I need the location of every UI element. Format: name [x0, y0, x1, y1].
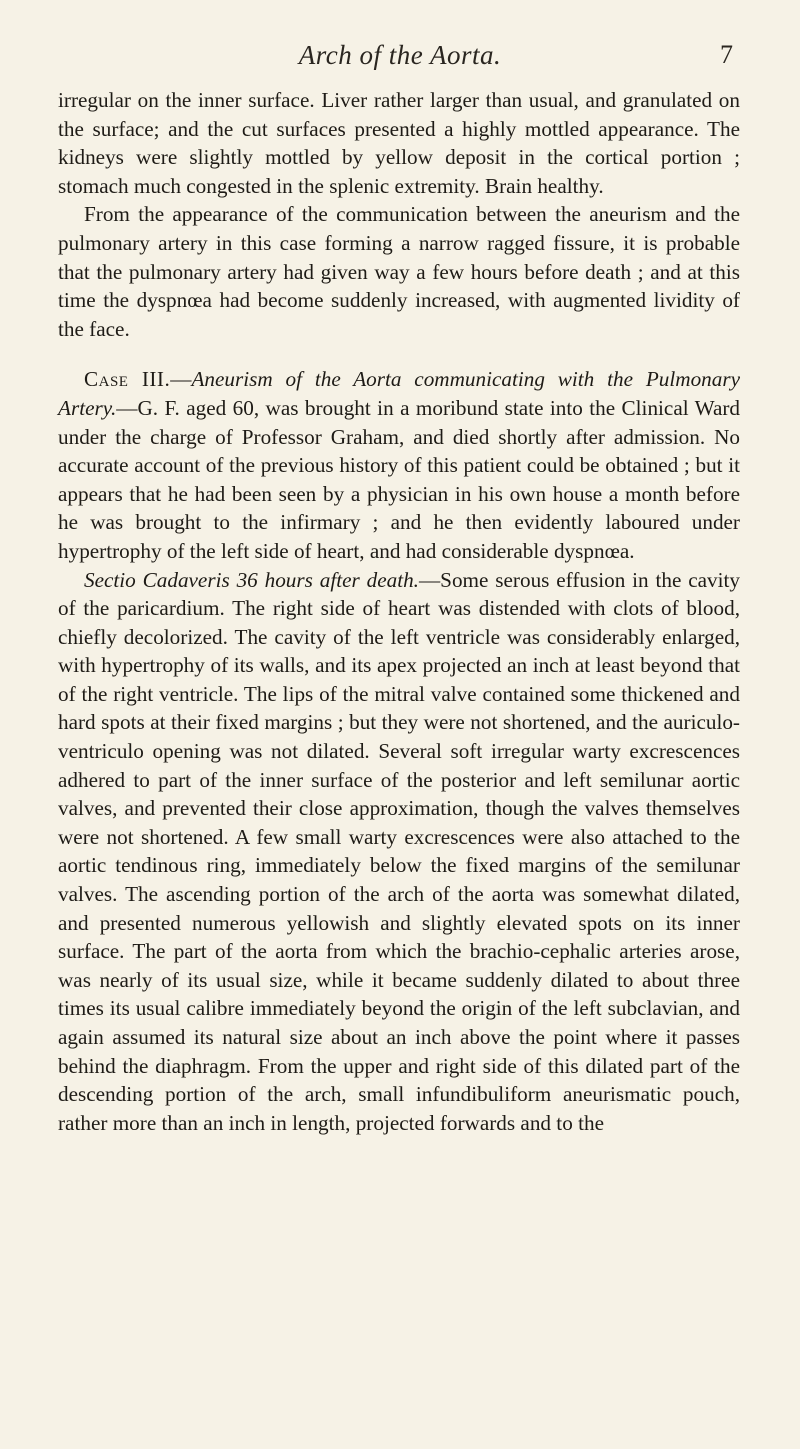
sectio-text: —Some serous effusion in the cavity of the paricardium. The right side of heart was distended with clots of blood, chiefly decolorized. The cavity of the left ventricle was considerably enlarged, with hypertrophy of its walls, and its apex projected an inch at least beyond that of the right ventricle. The lips of the mitral valve contained some thickened and hard spots at their fixed margins ; but they were not shortened, and the auriculo-ventriculo opening was not dilated. Several soft irregular warty excrescences adhered to part of the inner surface of the posterior and left semilunar aortic valves, and prevented their close approximation, though the valves themselves were not shortened. A few small warty excrescences were also attached to the aortic tendinous ring, immediately below the fixed margins of the semilunar valves. The ascending portion of the arch of the aorta was somewhat dilated, and presented numerous yellowish and slightly elevated spots on its inner surface. The part of the aorta from which the brachio-cephalic arteries arose, was nearly of its usual size, while it became suddenly dilated to about three times its usual calibre immediately beyond the origin of the left subclavian, and again assumed its natural size about an inch above the point where it passes behind the diaphragm. From the upper and right side of this dilated part of the descending portion of the arch, small infundibuliform aneurismatic pouch, rather more than an inch in length, projected forwards and to the	[58, 567, 741, 1135]
case-text: —G. F. aged 60, was brought in a moribund state into the Clinical Ward under the charge of Professor Graham, and died shortly after admission. No accurate account of the previous history of this patient could be obtained ; but it appears that he had been seen by a physician in his own house a month before he was brought to the infirmary ; and he then evidently laboured under hypertrophy of the left side of heart, and had considerable dyspnœa.	[58, 395, 740, 563]
paragraph-continued: irregular on the inner surface. Liver rather larger than usual, and granulated on the surface; and the cut surfaces presented a highly mottled appearance. The kidneys were slightly mottled by yellow deposit in the cortical portion ; stomach much congested in the splenic extremity. Brain healthy.	[58, 88, 740, 198]
running-title: Arch of the Aorta.	[298, 40, 502, 70]
case-title: Aneurism of the Aorta communicating with the Pulmonary Artery.	[58, 367, 740, 420]
paragraph-conclusion: From the appearance of the communication between the aneurism and the pulmonary artery in this case forming a narrow ragged fissure, it is probable that the pulmonary artery had given way a few hours before death ; and at this time the dyspnœa had become suddenly increased, with augmented lividity of the face.	[58, 202, 740, 341]
page-number: 7	[720, 40, 733, 69]
case-label: Case III.	[84, 367, 171, 392]
body-text	[58, 86, 740, 1137]
running-head	[0, 40, 800, 80]
case-dash: —	[170, 367, 192, 392]
sectio-title: Sectio Cadaveris 36 hours after death.	[84, 567, 419, 592]
paragraph-case-three	[58, 365, 740, 565]
paragraph-sectio-cadaveris	[58, 566, 740, 1138]
